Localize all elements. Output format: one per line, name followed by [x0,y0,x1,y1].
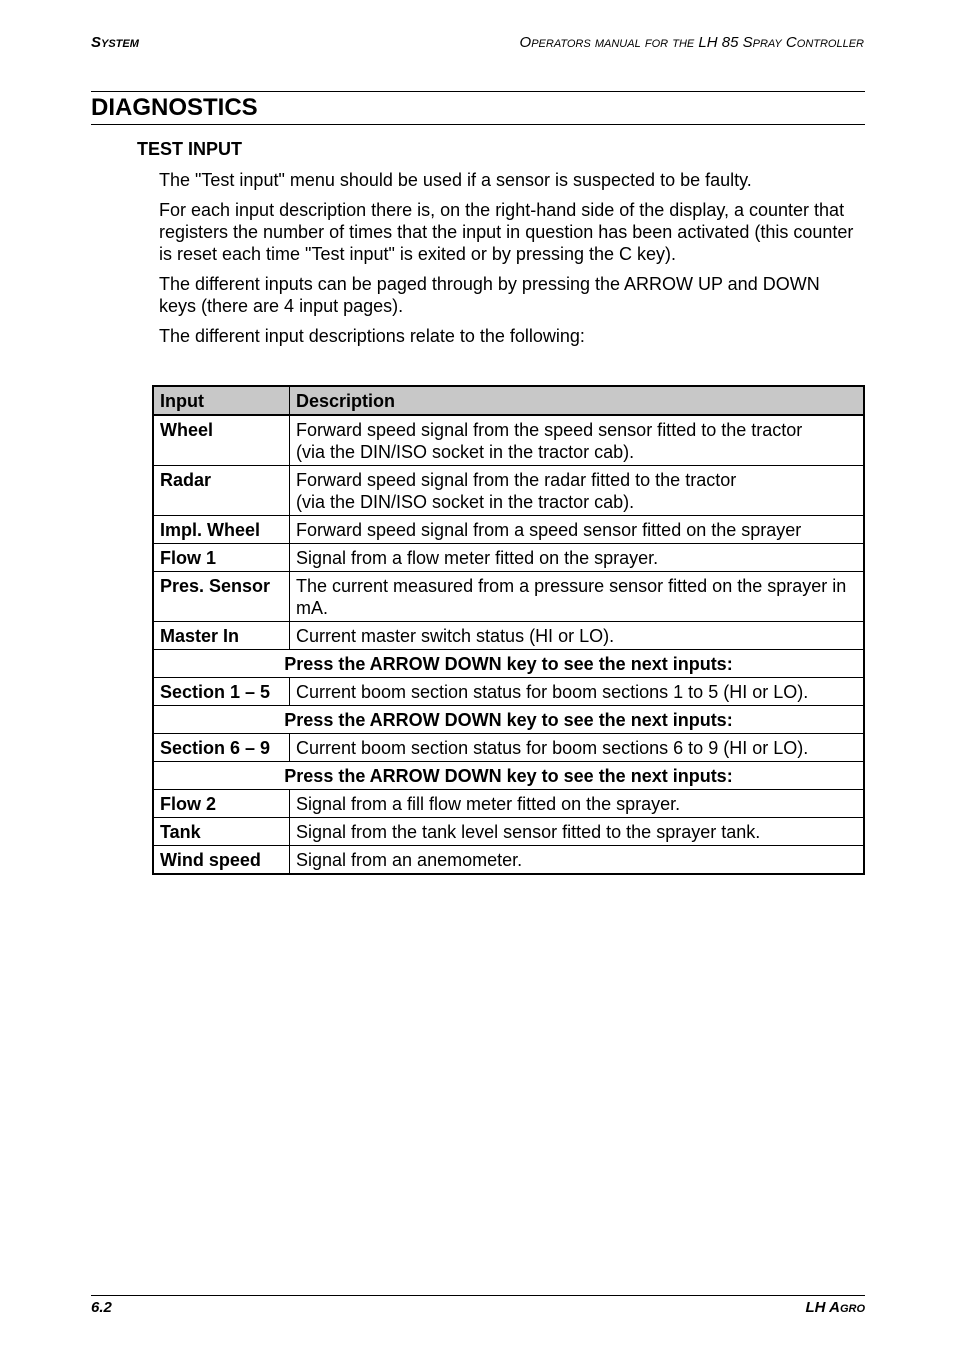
running-footer [91,1295,865,1318]
table-row [153,846,864,875]
header-section-name: System [91,34,139,51]
table-row [153,415,864,466]
table-row [153,572,864,622]
table-row [153,790,864,818]
input-name: Master In [153,622,290,650]
table-body [153,415,864,874]
table-note-row [153,706,864,734]
table-row [153,734,864,762]
input-name: Wheel [153,415,290,466]
input-name: Pres. Sensor [153,572,290,622]
input-name: Flow 2 [153,790,290,818]
footer-company: LH Agro [805,1299,865,1316]
page-note: Press the ARROW DOWN key to see the next inputs: [153,706,864,734]
table-row [153,678,864,706]
page-note: Press the ARROW DOWN key to see the next inputs: [153,650,864,678]
input-name: Wind speed [153,846,290,875]
subsection-title: TEST INPUT [137,139,243,159]
paragraph: The "Test input" menu should be used if a sensor is suspected to be faulty. [159,170,752,190]
input-table-container [152,385,865,875]
input-name: Radar [153,466,290,516]
table-row [153,622,864,650]
input-name: Section 1 – 5 [153,678,290,706]
input-description: Current master switch status (HI or LO). [290,622,865,650]
running-header [91,34,864,52]
input-description: Current boom section status for boom sections 6 to 9 (HI or LO). [290,734,865,762]
input-description: Signal from an anemometer. [290,846,865,875]
table-row [153,544,864,572]
header-manual-title: Operators manual for the LH 85 Spray Controller [519,34,864,51]
input-description: Signal from the tank level sensor fitted to the sprayer tank. [290,818,865,846]
page-number: 6.2 [91,1299,112,1316]
table-row [153,818,864,846]
input-name: Impl. Wheel [153,516,290,544]
table-header-row [153,386,864,415]
table-row [153,516,864,544]
input-description: Signal from a fill flow meter fitted on the sprayer. [290,790,865,818]
input-description: Signal from a flow meter fitted on the sprayer. [290,544,865,572]
input-description: Forward speed signal from a speed sensor fitted on the sprayer [290,516,865,544]
paragraph: The different input descriptions relate to the following: [159,326,585,346]
input-table [152,385,865,875]
input-name: Tank [153,818,290,846]
header-description: Description [290,386,865,415]
header-input: Input [153,386,290,415]
table-row [153,466,864,516]
table-note-row [153,762,864,790]
input-description: Current boom section status for boom sections 1 to 5 (HI or LO). [290,678,865,706]
input-description: Forward speed signal from the radar fitted to the tractor (via the DIN/ISO socket in the tractor cab). [290,466,865,516]
input-name: Flow 1 [153,544,290,572]
input-description: The current measured from a pressure sensor fitted on the sprayer in mA. [290,572,865,622]
input-name: Section 6 – 9 [153,734,290,762]
paragraph: For each input description there is, on the right-hand side of the display, a counter that registers the number of times that the input in question has been activated (this counter is reset each time "Test input" is exited or by pressing the C key). [159,200,854,264]
input-description: Forward speed signal from the speed sensor fitted to the tractor (via the DIN/ISO socket in the tractor cab). [290,415,865,466]
body-text [159,169,859,355]
section-title: DIAGNOSTICS [91,91,865,125]
page-note: Press the ARROW DOWN key to see the next inputs: [153,762,864,790]
paragraph: The different inputs can be paged through by pressing the ARROW UP and DOWN keys (there are 4 input pages). [159,274,820,316]
table-note-row [153,650,864,678]
